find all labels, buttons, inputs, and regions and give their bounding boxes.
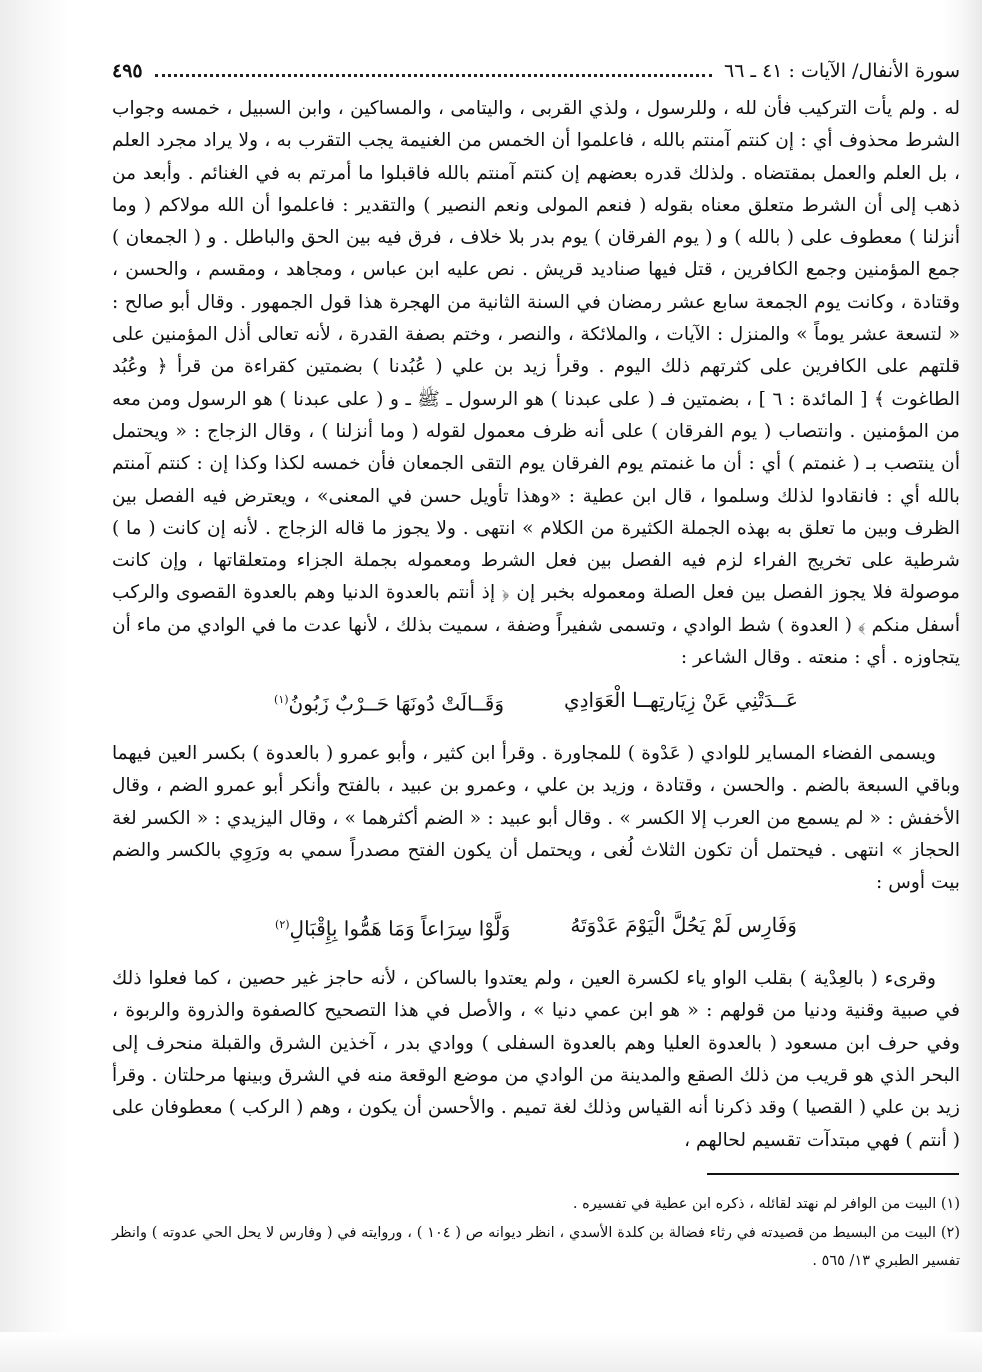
- poem-verse-2: [112, 909, 960, 945]
- verse-2-first-hemistich: وَفَارِس لَمْ يَحُلَّ الْيَوْمَ عَدْوَتَهُ: [570, 913, 797, 938]
- verse-2-second-text: وَلَّوْا سِرَاعاً وَمَا هَمُّوا بِإِقْبَالِ: [289, 917, 511, 942]
- footnote-ref-1: (١): [274, 693, 289, 707]
- verse-1-first-hemistich: عَــدَتْنِي عَنْ زِيَارتِهــا الْعَوَادِي: [564, 688, 798, 713]
- footnote-separator: [707, 1173, 959, 1175]
- poem-verse-1: [112, 684, 960, 720]
- verse-2-second-hemistich: [275, 909, 510, 945]
- header-dot-leader: [155, 71, 712, 77]
- book-page: [112, 55, 960, 1157]
- page-number: ٤٩٥: [112, 60, 143, 82]
- paragraph-1: له . ولم يأت التركيب فأن لله ، وللرسول ، ولذي القربى ، واليتامى ، والمساكين ، وابن السبيل ، خمسه وجواب الشرط محذوف أي : إن كنتم آمنتم بالله ، فاعلموا أن الخمس من الغنيمة يجب التقرب به ، ولا يراد مجرد العلم ، بل العلم والعمل بمقتضاه . ولذلك قدره بعضهم إن كنتم آمنتم بالله فاقبلوا ما أمرتم به في الغنائم . وأبعد من ذهب إلى أن الشرط متعلق معناه بقوله ( فنعم المولى ونعم النصير ) والتقدير : فاعلموا أن الله مولاكم ( وما أنزلنا ) معطوف على ( بالله ) و ( يوم الفرقان ) يوم بدر بلا خلاف ، فرق فيه بين الحق والباطل . و ( الجمعان ) جمع المؤمنين وجمع الكافرين ، قتل فيها صناديد قريش . نص عليه ابن عباس ، ومجاهد ، ومقسم ، والحسن ، وقتادة ، وكانت يوم الجمعة سابع عشر رمضان في السنة الثانية من الهجرة هذا قول الجمهور . وقال أبو صالح : « لتسعة عشر يوماً » والمنزل : الآيات ، والملائكة ، والنصر ، وختم بصفة القدرة ، لأنه تعالى أذل المؤمنين على قلتهم على الكافرين على كثرتهم ذلك اليوم . وقرأ زيد بن علي ( عُبُدنا ) بضمتين كقراءة من قرأ ﴿ وعُبُد الطاغوت ﴾ [ المائدة : ٦ ] ، بضمتين فـ ( على عبدنا ) هو الرسول ـ ﷺ ـ و ( على عبدنا ) هو الرسول ومن معه من المؤمنين . وانتصاب ( يوم الفرقان ) على أنه ظرف معمول لقوله ( وما أنزلنا ) ، وقال الزجاج : « ويحتمل أن ينتصب بـ ( غنمتم ) أي : أن ما غنمتم يوم الفرقان يوم التقى الجمعان فأن خمسه لكذا وكذا إن : كنتم آمنتم بالله أي : فانقادوا لذلك وسلموا ، قال ابن عطية : «وهذا تأويل حسن في المعنى» ، ويعترض فيه الفصل بين الظرف وبين ما تعلق به بهذه الجملة الكثيرة من الكلام » انتهى . ولا يجوز ما قاله الزجاج . لأنه إن كانت ( ما ) شرطية على تخريج الفراء لزم فيه الفصل بين فعل الشرط ومعموله بجملة الجزاء ومتعلقاتها ، وإن كانت موصولة فلا يجوز الفصل بين فعل الصلة ومعموله بخبر إن ﴿ إذ أنتم بالعدوة الدنيا وهم بالعدوة القصوى والركب أسفل منكم ﴾ ( العدوة ) شط الوادي ، وتسمى شفيراً وضفة ، سميت بذلك ، لأنها عدت ما في الوادي من ماء أن يتجاوزه . أي : منعته . وقال الشاعر :: [112, 98, 960, 669]
- verse-1-second-text: وَقَــالَتْ دُونَهَا حَــرْبٌ زَبُونُ: [288, 692, 504, 716]
- footnote-1: (١) البيت من الوافر لم نهتد لقائله ، ذكره ابن عطية في تفسيره .: [572, 1196, 960, 1212]
- footnote-2: (٢) البيت من البسيط من قصيدته في رثاء فضالة بن كلدة الأسدي ، انظر ديوانه ص ( ١٠٤ ) ، وروايته في ( وفارس لا يحل الحي عدوته ) وانظر تفسير الطبري ١٣/ ٥٦٥ .: [112, 1224, 960, 1269]
- verse-1-second-hemistich: [274, 684, 504, 720]
- footnotes: [112, 1190, 960, 1276]
- scan-shadow-bottom: [0, 1332, 982, 1372]
- footnote-ref-2: (٢): [275, 918, 290, 932]
- paragraph-3: وقرىء ( بالعِدْية ) بقلب الواو ياء لكسرة العين ، ولم يعتدوا بالساكن ، لأنه حاجز غير حصين ، كما فعلوا ذلك في صبية وقنية ودنيا من قولهم : « هو ابن عمي دنيا » ، والأصل في هذا التصحيح كالصفوة والذروة والربوة ، وفي حرف ابن مسعود ( بالعدوة العليا وهم بالعدوة السفلى ) ووادي بدر ، آخذين الشرق والقبلة منحرف إلى البحر الذي هو قريب من ذلك الصقع والمدينة من الوادي من موضع الوقعة منه في الشرق وبينها مرحلتان . وقرأ زيد بن علي ( القصيا ) وقد ذكرنا أنه القياس وذلك لغة تميم . والأحسن أن يكون ، وهم ( الركب ) معطوفان على ( أنتم ) فهي مبتدآت تقسيم لحالهم ،: [112, 968, 960, 1151]
- chapter-title: سورة الأنفال/ الآيات : ٤١ ـ ٦٦: [723, 60, 960, 82]
- running-header: [112, 55, 960, 87]
- paragraph-2: ويسمى الفضاء المساير للوادي ( عَدْوة ) للمجاورة . وقرأ ابن كثير ، وأبو عمرو ( بالعدوة ) بكسر العين فيهما وباقي السبعة بالضم . والحسن ، وقتادة ، وزيد بن علي ، وعمرو بن عبيد ، بالفتح وأنكر أبو عمرو الضم ، وقال الأخفش : « لم يسمع من العرب إلا الكسر » . وقال أبو عبيد : « الضم أكثرهما » ، وقال اليزيدي : « الكسر لغة الحجاز » انتهى . فيحتمل أن تكون الثلاث لُغى ، ويحتمل أن يكون الفتح مصدراً سمي به ورَوِي بالكسر والضم بيت أوس :: [112, 743, 960, 894]
- scan-shadow-left: [0, 0, 70, 1372]
- main-text: [112, 93, 960, 1157]
